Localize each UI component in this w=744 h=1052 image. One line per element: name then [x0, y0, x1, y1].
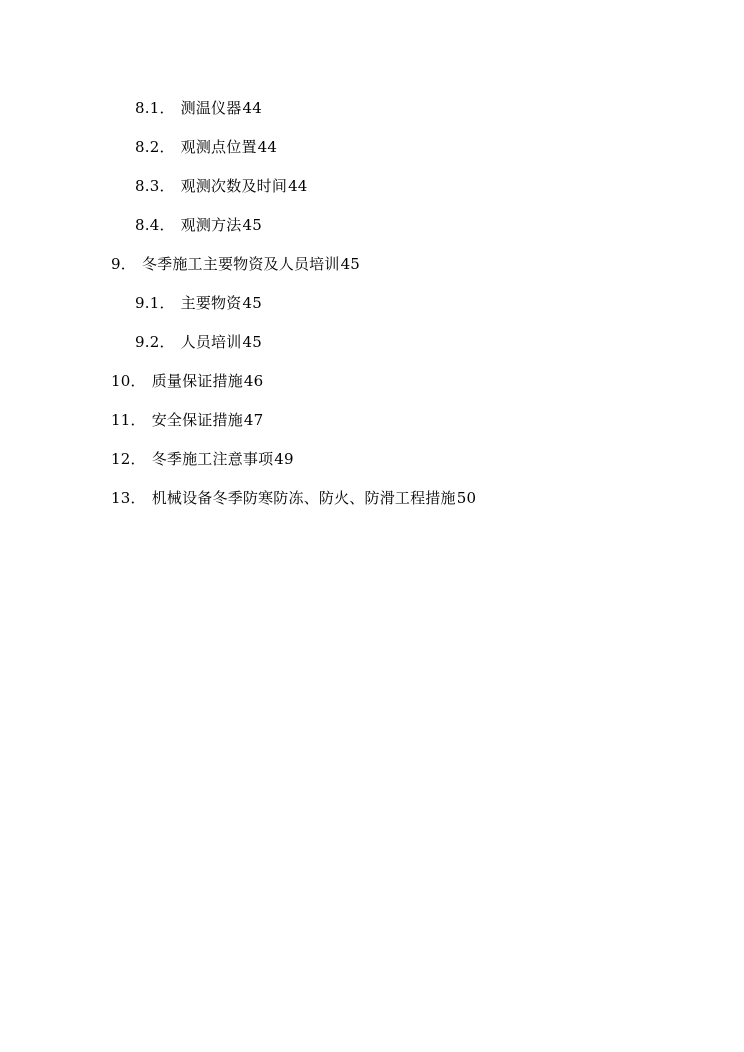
- toc-entry-number: 9.1．: [135, 294, 175, 312]
- toc-entry-title: 人员培训: [180, 333, 242, 351]
- toc-entry-13[interactable]: [111, 487, 476, 509]
- toc-entry-title: 冬季施工注意事项: [151, 450, 274, 468]
- toc-entry-number: 12．: [111, 450, 146, 468]
- toc-entry-title: 安全保证措施: [151, 411, 243, 429]
- toc-entry-page: 45: [242, 216, 262, 234]
- toc-entry-number: 11．: [111, 411, 146, 429]
- toc-entry-9-1[interactable]: [135, 292, 262, 314]
- toc-entry-page: 50: [456, 489, 477, 507]
- toc-entry-title: 冬季施工主要物资及人员培训: [141, 255, 340, 273]
- toc-entry-number: 9.2．: [135, 333, 175, 351]
- toc-entry-title: 观测次数及时间: [180, 177, 288, 195]
- toc-entry-number: 8.4．: [135, 216, 175, 234]
- toc-entry-8-2[interactable]: [135, 136, 277, 158]
- toc-entry-page: 45: [340, 255, 361, 273]
- toc-entry-8-4[interactable]: [135, 214, 262, 236]
- toc-entry-11[interactable]: [111, 409, 263, 431]
- toc-entry-number: 9．: [111, 255, 136, 273]
- toc-entry-9-2[interactable]: [135, 331, 262, 353]
- toc-entry-page: 47: [243, 411, 264, 429]
- toc-entry-page: 44: [288, 177, 308, 195]
- toc-entry-page: 46: [243, 372, 264, 390]
- toc-entry-title: 测温仪器: [180, 99, 242, 117]
- toc-entry-number: 13．: [111, 489, 146, 507]
- toc-entry-12[interactable]: [111, 448, 294, 470]
- toc-entry-page: 45: [242, 294, 262, 312]
- toc-entry-title: 主要物资: [180, 294, 242, 312]
- toc-entry-title: 质量保证措施: [151, 372, 243, 390]
- toc-entry-page: 45: [242, 333, 262, 351]
- toc-entry-8-1[interactable]: [135, 97, 262, 119]
- toc-entry-number: 10．: [111, 372, 146, 390]
- toc-entry-page: 44: [257, 138, 278, 156]
- toc-entry-title: 机械设备冬季防寒防冻、防火、防滑工程措施: [151, 489, 456, 507]
- toc-entry-title: 观测点位置: [180, 138, 257, 156]
- toc-entry-page: 49: [274, 450, 294, 468]
- toc-entry-title: 观测方法: [180, 216, 242, 234]
- toc-entry-number: 8.1．: [135, 99, 175, 117]
- toc-entry-10[interactable]: [111, 370, 263, 392]
- toc-entry-number: 8.3．: [135, 177, 175, 195]
- toc-entry-page: 44: [242, 99, 262, 117]
- toc-entry-9[interactable]: [111, 253, 360, 275]
- toc-entry-number: 8.2．: [135, 138, 175, 156]
- toc-entry-8-3[interactable]: [135, 175, 308, 197]
